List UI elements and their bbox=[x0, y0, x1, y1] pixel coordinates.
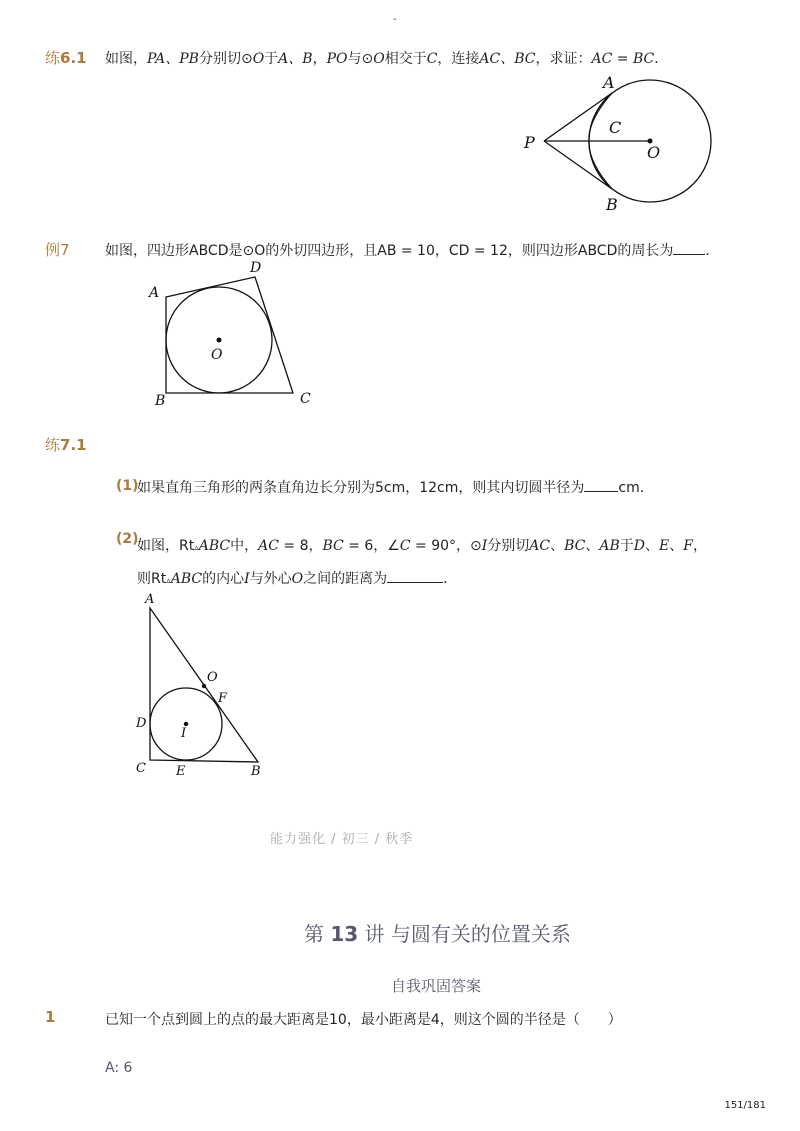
lecture-number: 13 bbox=[330, 922, 359, 946]
text-run: ， bbox=[312, 51, 327, 67]
label-f: F bbox=[218, 691, 228, 706]
text-run: 中， bbox=[230, 538, 259, 554]
text-run: 如图，四边形ABCD是⊙O的外切四边形，且AB = 10，CD = 12，则四边形ABCD的周长为 bbox=[105, 243, 674, 259]
label-b: B bbox=[251, 764, 261, 779]
question-1-option-a: A: 6 bbox=[105, 1060, 133, 1076]
math-run: AC bbox=[258, 538, 279, 554]
question-1-text: 已知一个点到圆上的点的最大距离是10，最小距离是4，则这个圆的半径是（ ） bbox=[105, 1012, 622, 1028]
math-run: D bbox=[633, 538, 646, 554]
lecture-title bbox=[304, 918, 571, 947]
exercise-label-cn: 练 bbox=[45, 49, 61, 67]
text-run: 则Rt bbox=[137, 571, 167, 587]
exercise-label-num: 6.1 bbox=[60, 49, 87, 67]
math-run: PA、PB bbox=[147, 51, 199, 67]
label-b: B bbox=[606, 195, 618, 214]
top-mark: - bbox=[393, 14, 397, 25]
label-i: I bbox=[181, 726, 187, 741]
exercise-label-cn: 练 bbox=[45, 436, 61, 454]
text-run: ，求证： bbox=[535, 51, 592, 67]
part-1-number: (1) bbox=[116, 478, 139, 494]
text-run: = 8， bbox=[278, 538, 323, 554]
text-run: 分别切 bbox=[487, 538, 530, 554]
math-run: AC = BC bbox=[591, 51, 655, 67]
label-p: P bbox=[524, 133, 535, 152]
text-run: 与⊙ bbox=[347, 51, 374, 67]
section-footer-label: 能力强化 / 初三 / 秋季 bbox=[270, 832, 414, 847]
math-run: C bbox=[426, 51, 438, 67]
math-run: A、B bbox=[278, 51, 313, 67]
math-run: O bbox=[373, 51, 385, 67]
lecture-title-text: 讲 与圆有关的位置关系 bbox=[358, 922, 571, 946]
text-run: 、 bbox=[550, 538, 565, 554]
label-o: O bbox=[647, 143, 661, 162]
math-run: F bbox=[683, 538, 693, 554]
math-run: C bbox=[399, 538, 411, 554]
text-run: = 6，∠ bbox=[343, 538, 400, 554]
text-run: ，连接 bbox=[437, 51, 480, 67]
label-c: C bbox=[609, 118, 622, 137]
label-d: D bbox=[250, 260, 262, 276]
math-run: I bbox=[481, 538, 488, 554]
text-run: 、 bbox=[585, 538, 600, 554]
math-run: ABC bbox=[198, 538, 231, 554]
label-o: O bbox=[211, 347, 223, 363]
answers-section-title: 自我巩固答案 bbox=[391, 977, 482, 995]
text-run: 于 bbox=[264, 51, 279, 67]
example-label-text: 例7 bbox=[45, 241, 70, 259]
text-run: ． bbox=[654, 51, 669, 67]
triangle-symbol: ▵ bbox=[194, 543, 199, 553]
text-run: 相交于 bbox=[384, 51, 427, 67]
text-run: 、 bbox=[669, 538, 684, 554]
label-b: B bbox=[155, 393, 166, 409]
exercise-label-num: 7.1 bbox=[60, 436, 87, 454]
text-run: 的内心 bbox=[202, 571, 245, 587]
label-d: D bbox=[136, 716, 147, 731]
text-run: ， bbox=[692, 538, 707, 554]
text-run: 与外心 bbox=[249, 571, 292, 587]
label-o: O bbox=[207, 670, 218, 685]
label-a: A bbox=[603, 73, 615, 92]
math-run: O bbox=[252, 51, 265, 67]
math-run: O bbox=[291, 571, 304, 587]
text-run: 之间的距离为 bbox=[303, 571, 388, 587]
math-run: AC bbox=[529, 538, 551, 554]
math-run: I bbox=[244, 571, 250, 587]
math-run: BC bbox=[564, 538, 586, 554]
text-run: 分别切⊙ bbox=[198, 51, 253, 67]
text-run: 如图，Rt bbox=[137, 538, 195, 554]
label-c: C bbox=[300, 391, 311, 407]
triangle-symbol: ▵ bbox=[166, 576, 171, 586]
text-run: cm． bbox=[618, 480, 654, 496]
text-run: ． bbox=[705, 243, 720, 259]
text-run: = 90°，⊙ bbox=[410, 538, 482, 554]
label-c: C bbox=[136, 761, 146, 776]
text-run: ． bbox=[443, 571, 458, 587]
text-run: 、 bbox=[645, 538, 660, 554]
math-run: BC bbox=[322, 538, 344, 554]
math-run: E bbox=[659, 538, 670, 554]
text-run: 于 bbox=[619, 538, 634, 554]
label-e: E bbox=[176, 764, 186, 779]
lecture-title-prefix: 第 bbox=[304, 922, 331, 946]
math-run: AB bbox=[599, 538, 620, 554]
label-a: A bbox=[149, 285, 160, 301]
question-1-number: 1 bbox=[45, 1008, 56, 1026]
page-number: 151/181 bbox=[724, 1100, 766, 1111]
text-run: 如果直角三角形的两条直角边长分别为5cm，12cm，则其内切圆半径为 bbox=[137, 480, 585, 496]
text-run: 如图， bbox=[105, 51, 147, 67]
math-run: PO bbox=[326, 51, 348, 67]
math-run: ABC bbox=[170, 571, 203, 587]
part-2-number: (2) bbox=[116, 531, 139, 547]
math-run: AC、BC bbox=[479, 51, 536, 67]
label-a: A bbox=[145, 592, 155, 607]
circumcenter-dot bbox=[202, 684, 206, 688]
